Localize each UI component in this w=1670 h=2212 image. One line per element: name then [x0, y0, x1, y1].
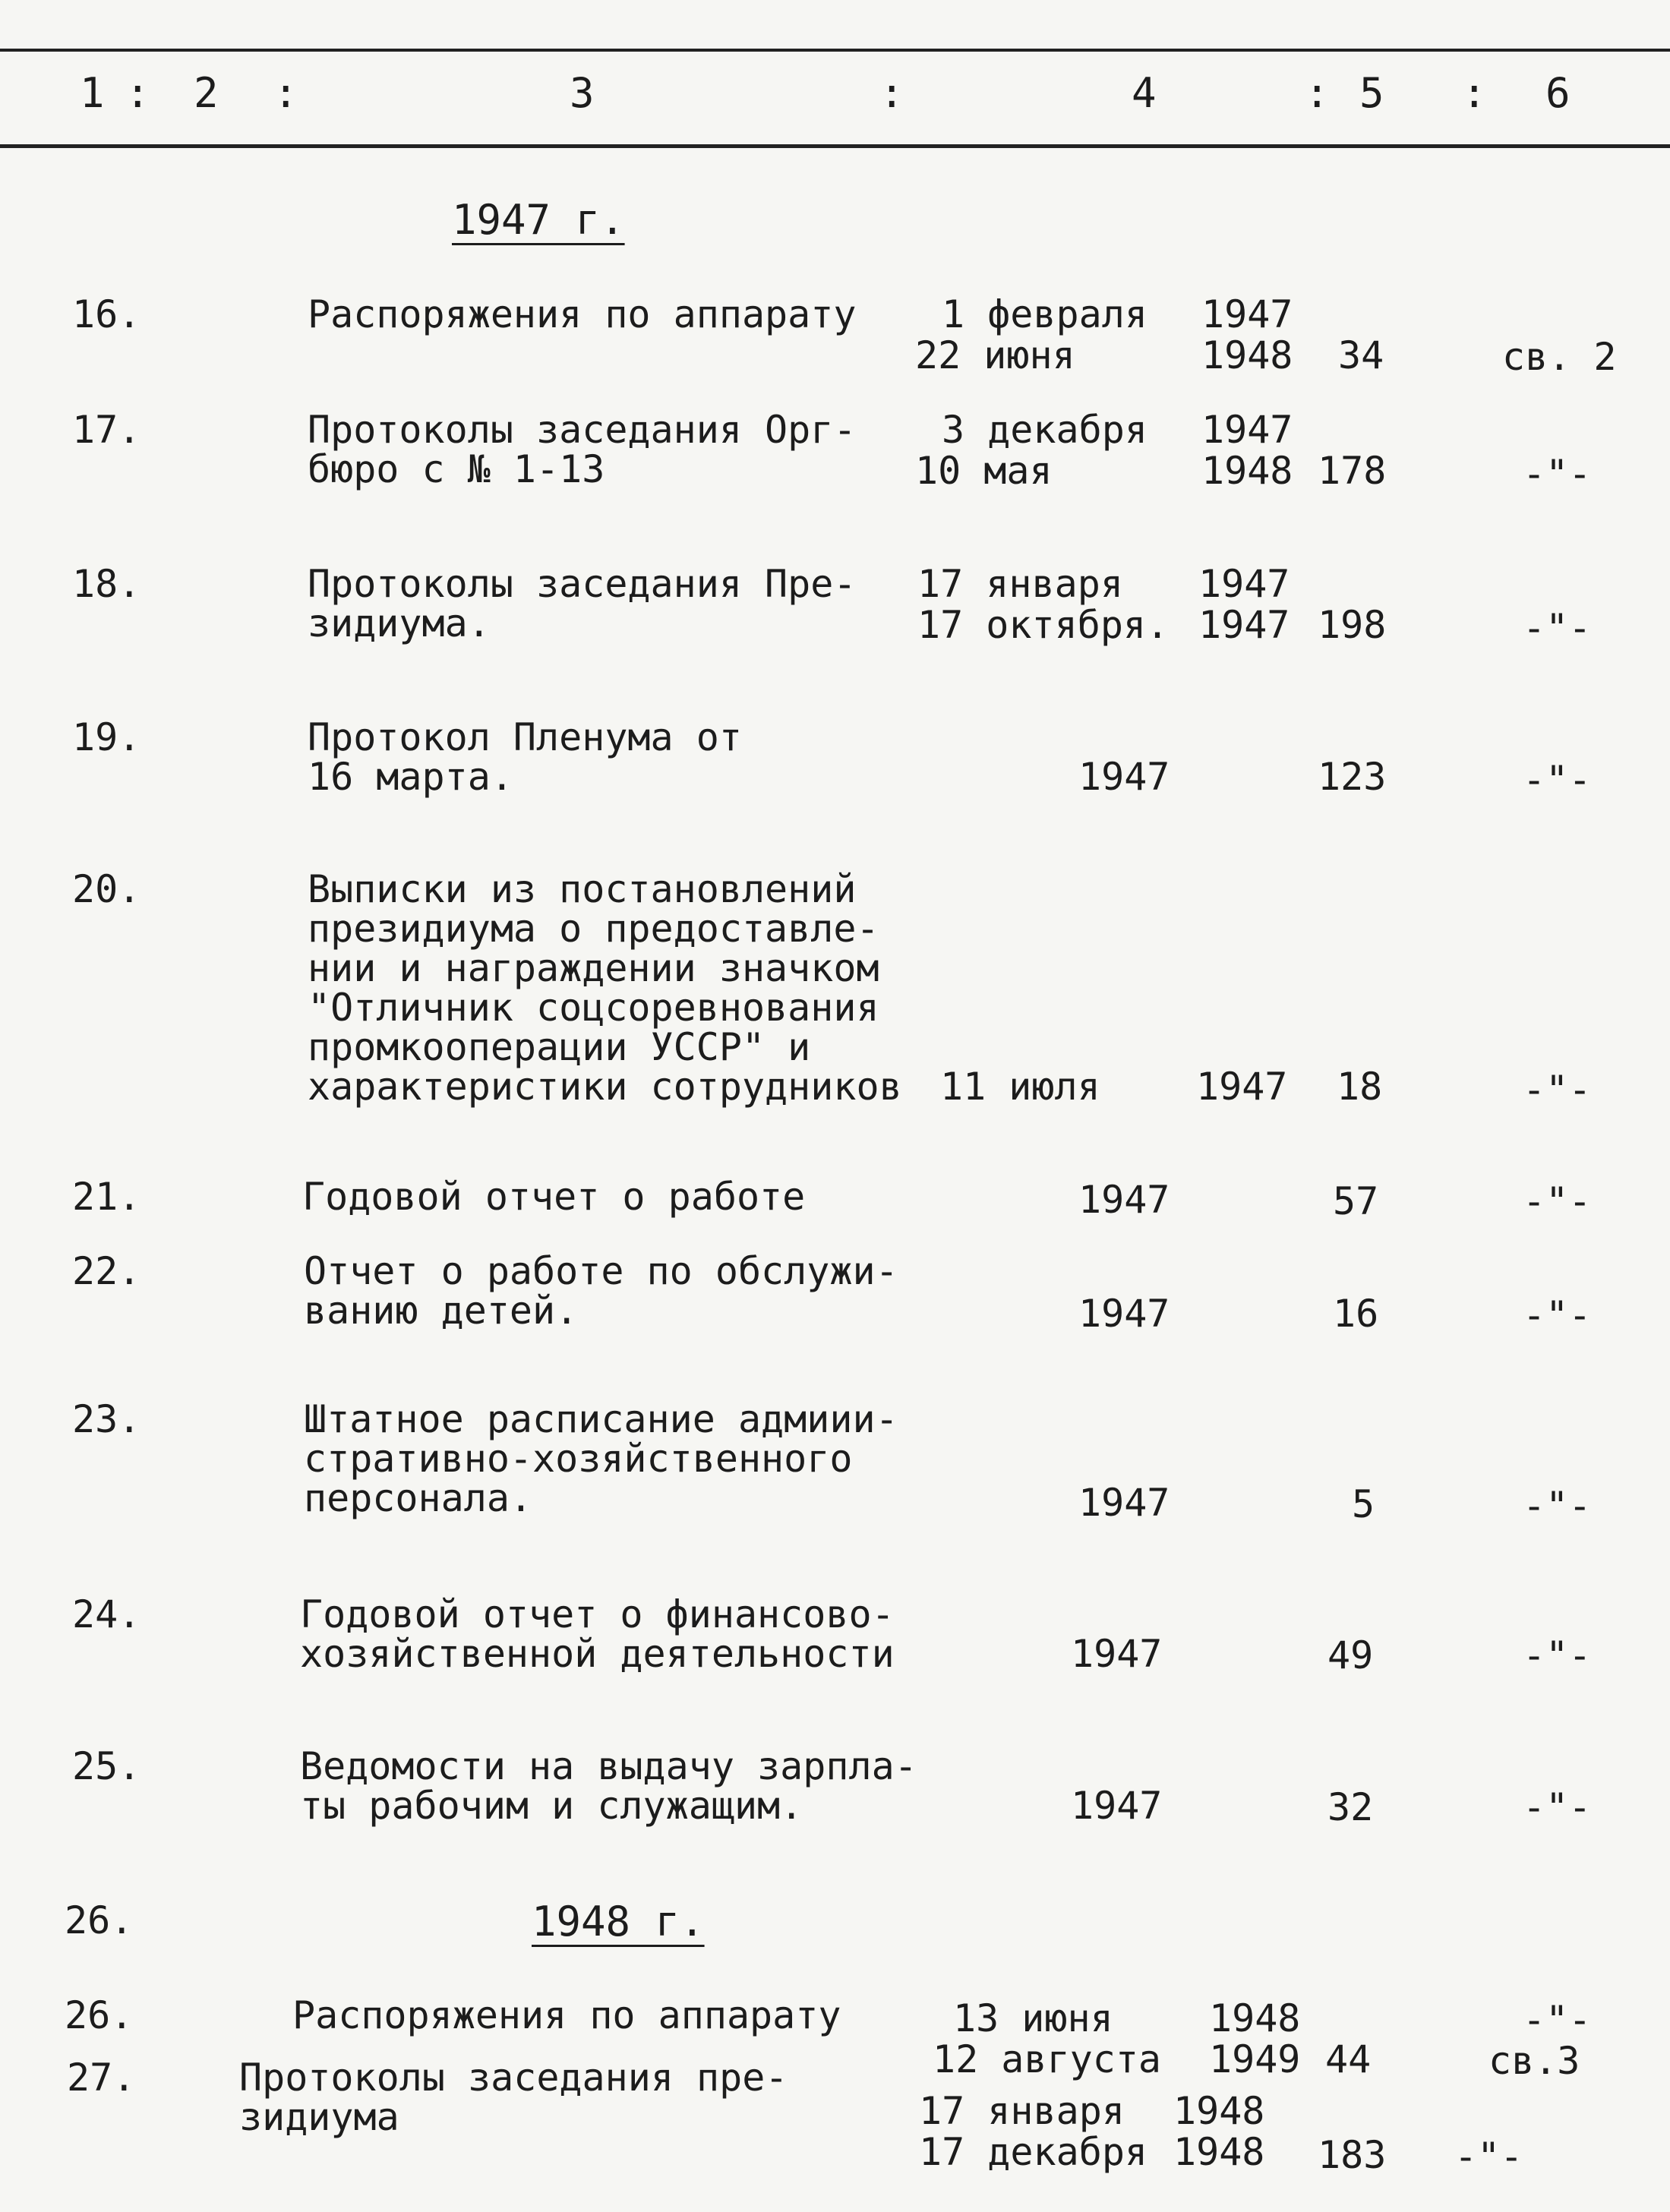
column-separator: :: [879, 69, 904, 117]
section-marker: 26.: [65, 1898, 134, 1942]
row-title: Ведомости на выдачу зарпла- ты рабочим и служащим.: [300, 1744, 917, 1828]
storage-location: -"-: [1523, 1068, 1592, 1112]
sheet-count: 183: [1318, 2133, 1387, 2177]
row-number: 21.: [72, 1175, 141, 1219]
row-title: Годовой отчет о работе: [302, 1175, 806, 1219]
year-start: 1947: [1198, 562, 1290, 606]
storage-location: -"-: [1523, 1484, 1592, 1528]
sheet-count: 57: [1333, 1179, 1379, 1223]
year-end: 1948: [1201, 449, 1293, 493]
year: 1947: [1078, 1292, 1170, 1336]
year-start: 1947: [1201, 408, 1293, 452]
year-start: 1948: [1173, 2089, 1265, 2133]
year: 1947: [1071, 1632, 1163, 1676]
sheet-count: 44: [1325, 2037, 1372, 2081]
header-top-rule: [0, 49, 1670, 52]
row-number: 25.: [72, 1744, 141, 1788]
column-separator: :: [125, 69, 150, 117]
row-number: 20.: [72, 867, 141, 911]
column-number-1: 1: [80, 69, 105, 117]
sheet-count: 32: [1327, 1785, 1374, 1829]
section-year-heading: 1947 г.: [452, 196, 625, 244]
column-number-6: 6: [1545, 69, 1571, 117]
row-number: 27.: [67, 2056, 136, 2100]
section-year-heading: 1948 г.: [532, 1898, 705, 1945]
row-number: 23.: [72, 1397, 141, 1441]
storage-location: -"-: [1523, 1179, 1592, 1223]
storage-location: -"-: [1523, 1633, 1592, 1677]
sheet-count: 34: [1338, 333, 1384, 377]
sheet-count: 5: [1352, 1482, 1375, 1526]
row-number: 17.: [72, 408, 141, 452]
year: 1947: [1196, 1065, 1288, 1109]
row-number: 19.: [72, 715, 141, 759]
year-start: 1948: [1209, 1996, 1301, 2040]
row-number: 22.: [72, 1249, 141, 1293]
sheet-count: 198: [1318, 603, 1387, 647]
row-title: Штатное расписание адмиии- стративно-хозяйственного персонала.: [304, 1397, 898, 1520]
storage-location-box: св.3: [1488, 2039, 1580, 2083]
date: 11 июля: [940, 1065, 1100, 1109]
column-separator: :: [273, 69, 298, 117]
year-end: 1949: [1209, 2037, 1301, 2081]
date-start: 3 декабря: [942, 408, 1148, 452]
row-number: 18.: [72, 562, 141, 606]
storage-location: -"-: [1523, 1785, 1592, 1829]
date-start: 13 июня: [953, 1996, 1113, 2040]
row-title: Протоколы заседания пре- зидиума: [239, 2056, 788, 2139]
header-bottom-rule: [0, 144, 1670, 148]
row-title: Выписки из постановлений президиума о предоставле- нии и награждении значком "Отличник соцсоревнования промкооперации УССР" и характеристики сотрудников: [308, 867, 902, 1109]
date-end: 10 мая: [915, 449, 1053, 493]
storage-location: св. 2: [1502, 335, 1617, 379]
storage-location: -"-: [1523, 758, 1592, 802]
year: 1947: [1078, 1481, 1170, 1525]
year-end: 1948: [1201, 333, 1293, 377]
year-start: 1947: [1201, 292, 1293, 336]
sheet-count: 123: [1318, 755, 1387, 799]
storage-location: -"-: [1523, 606, 1592, 650]
year: 1947: [1071, 1784, 1163, 1828]
storage-location: -"-: [1523, 452, 1592, 496]
year: 1947: [1078, 1178, 1170, 1222]
row-title: Годовой отчет о финансово- хозяйственной деятельности: [300, 1592, 895, 1676]
row-title: Распоряжения по аппарату: [292, 1993, 841, 2037]
row-title: Отчет о работе по обслужи- ванию детей.: [304, 1249, 898, 1333]
date-end: 22 июня: [915, 333, 1075, 377]
column-separator: :: [1462, 69, 1487, 117]
sheet-count: 16: [1333, 1292, 1379, 1336]
storage-location: -"-: [1523, 1293, 1592, 1337]
row-number: 16.: [72, 292, 141, 336]
date-end: 17 декабря: [919, 2130, 1148, 2174]
column-separator: :: [1305, 69, 1330, 117]
row-title: Распоряжения по аппарату: [308, 292, 857, 336]
date-start: 17 января: [917, 562, 1123, 606]
row-title: Протокол Пленума от 16 марта.: [308, 715, 742, 799]
row-number: 26.: [65, 1993, 134, 2037]
sheet-count: 49: [1327, 1633, 1374, 1677]
year-end: 1948: [1173, 2130, 1265, 2174]
year: 1947: [1078, 755, 1170, 799]
date-end: 17 октября.: [917, 603, 1170, 647]
date-start: 17 января: [919, 2089, 1125, 2133]
column-number-3: 3: [570, 69, 595, 117]
year-end: 1947: [1198, 603, 1290, 647]
storage-location: -"-: [1523, 1998, 1592, 2042]
storage-location: -"-: [1454, 2135, 1523, 2179]
sheet-count: 178: [1318, 449, 1387, 493]
column-number-5: 5: [1359, 69, 1384, 117]
column-number-2: 2: [194, 69, 219, 117]
sheet-count: 18: [1337, 1065, 1383, 1109]
row-title: Протоколы заседания Орг- бюро с № 1-13: [308, 408, 857, 491]
date-end: 12 августа: [933, 2037, 1162, 2081]
column-number-4: 4: [1132, 69, 1157, 117]
row-title: Протоколы заседания Пре- зидиума.: [308, 562, 857, 645]
row-number: 24.: [72, 1592, 141, 1636]
date-start: 1 февраля: [942, 292, 1148, 336]
